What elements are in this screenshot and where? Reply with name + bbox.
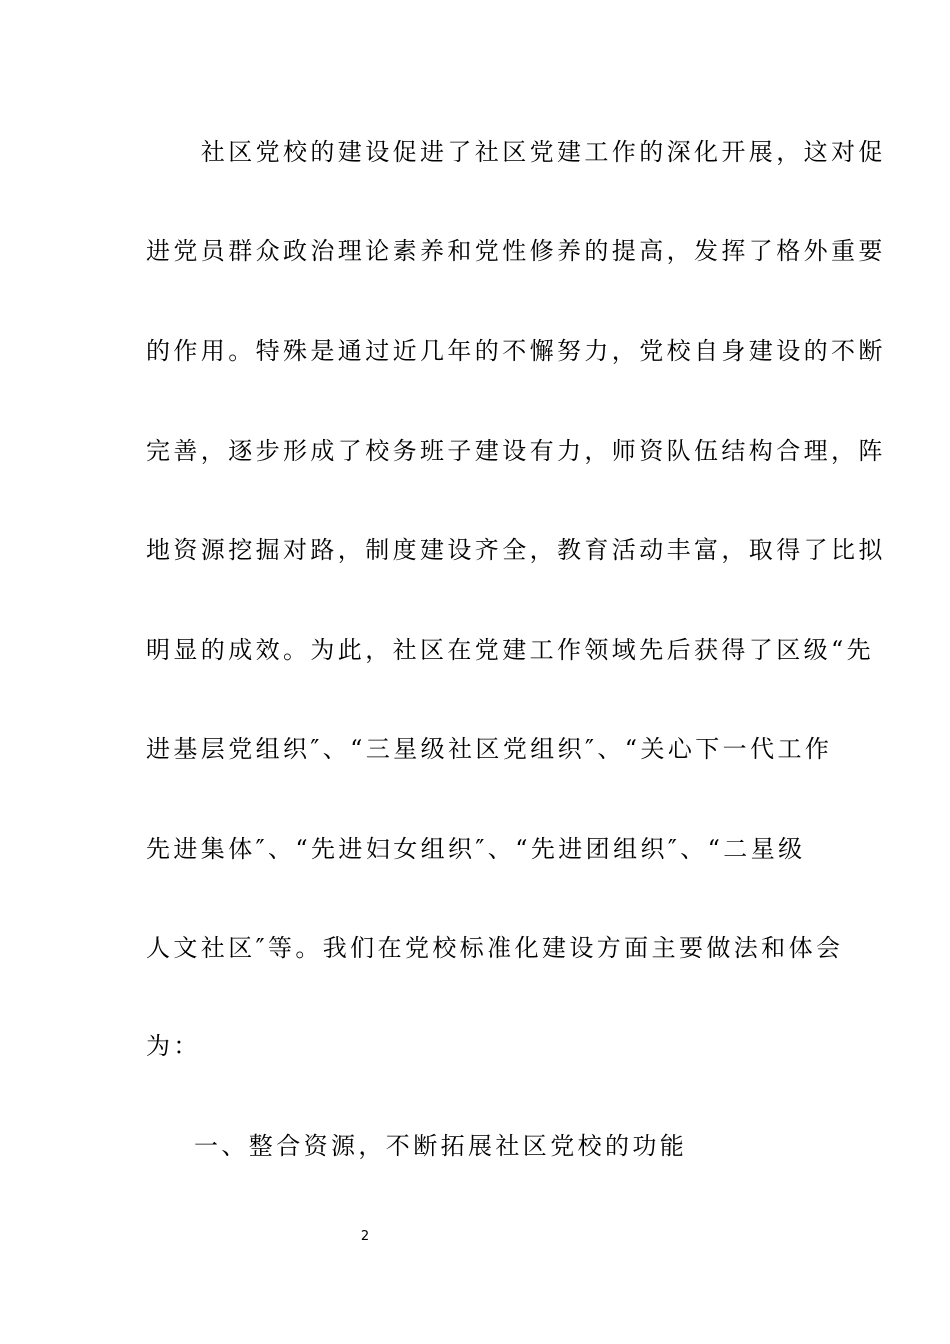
paragraph-line: 为： xyxy=(146,1032,201,1060)
paragraph-line: 社区党校的建设促进了社区党建工作的深化开展，这对促 xyxy=(146,138,886,166)
section-heading: 一、整合资源，不断拓展社区党校的功能 xyxy=(194,1132,688,1160)
paragraph-line: 明显的成效。为此，社区在党建工作领域先后获得了区级“先 xyxy=(146,636,875,664)
paragraph-line: 完善，逐步形成了校务班子建设有力，师资队伍结构合理，阵 xyxy=(146,437,886,465)
paragraph-line: 进党员群众政治理论素养和党性修养的提高，发挥了格外重要 xyxy=(146,237,886,265)
page-number: 2 xyxy=(360,1229,370,1244)
paragraph-line: 先进集体″、“先进妇女组织″、“先进团组织″、“二星级 xyxy=(146,835,806,863)
paragraph-line: 的作用。特殊是通过近几年的不懈努力，党校自身建设的不断 xyxy=(146,337,886,365)
paragraph-line: 进基层党组织″、“三星级社区党组织″、“关心下一代工作 xyxy=(146,735,833,763)
paragraph-line: 人文社区″等。我们在党校标准化建设方面主要做法和体会 xyxy=(146,934,844,962)
paragraph-line: 地资源挖掘对路，制度建设齐全，教育活动丰富，取得了比拟 xyxy=(146,536,886,564)
